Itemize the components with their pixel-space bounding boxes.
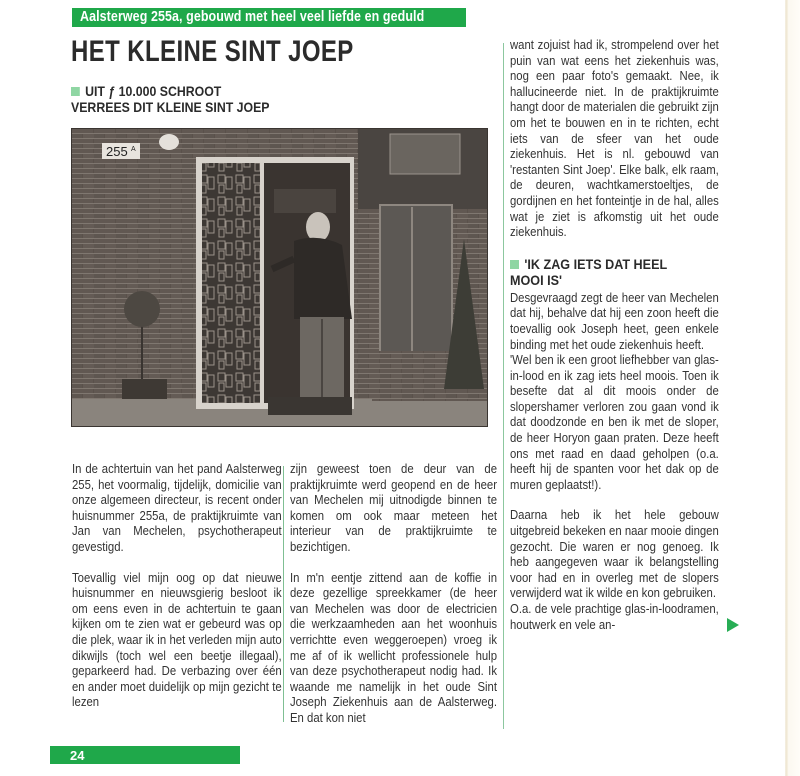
page-edge bbox=[785, 0, 800, 776]
section-heading-line-2: MOOI IS' bbox=[510, 271, 563, 288]
paragraph: 'Wel ben ik een groot liefhebber van glas-in-lood en ik zag iets heel moois. Toen ik besefte dat al dit moois onder de slopershamer verloren zou gaan vond ik dat doodzonde en ben ik met de sloper, de heer Horyon gaan praten. Deze heeft ons met raad en daad geholpen (o.a. heeft hij de spanten voor het dak op de muren geplaatst!). bbox=[510, 353, 719, 492]
subheading-line-2: VERREES DIT KLEINE SINT JOEP bbox=[71, 99, 270, 115]
paragraph: Toevallig viel mijn oog op dat nieuwe huisnummer en nieuwsgierig besloot ik om eens even in de achtertuin te gaan kijken om te zien wat er gebeurd was op die plek, waar ik in het verleden mijn auto dikwijls (toch wel een beetje illegaal), geparkeerd had. De verbazing over één en ander moet duidelijk op mijn gezicht te lezen bbox=[72, 570, 282, 710]
paragraph: want zojuist had ik, strompelend over het puin van wat eens het ziekenhuis was, nog een paar foto's gemaakt. Nee, ik hallucineerde niet. In de praktijkruimte hangt door de materialen die gebruikt zijn om het te bouwen en in te richten, echt iets van de sfeer van het oude ziekenhuis. Het is nl. gebouwd van 'restanten Sint Joep'. Elke balk, elk raam, de deuren, wachtkamerstoeltjes, de gordijnen en het fonteintje in de hal, alles wat je ziet is afkomstig uit het oude ziekenhuis. bbox=[510, 38, 719, 240]
paragraph: Daarna heb ik het hele gebouw uitgebreid bekeken en naar mooie dingen gezocht. Die waren er nog genoeg. Ik heb aangegeven waar ik belangstelling voor had en in overleg met de slopers verwijderd wat ik wilde en kon gebruiken. bbox=[510, 508, 719, 601]
article-subheading bbox=[71, 83, 270, 115]
paragraph: zijn geweest toen de deur van de praktijkruimte werd geopend en de heer van Mechelen mij uitnodigde binnen te komen om ook maar meteen het interieur van de praktijkruimte te bezichtigen. bbox=[290, 462, 497, 554]
section-heading-line-1: 'IK ZAG IETS DAT HEEL bbox=[524, 255, 668, 272]
article-photo bbox=[71, 128, 488, 427]
header-banner bbox=[72, 8, 466, 27]
subheading-line-1: UIT ƒ 10.000 SCHROOT bbox=[85, 83, 222, 99]
house-number-text: 255 bbox=[106, 144, 128, 159]
house-number-suffix: A bbox=[131, 146, 136, 153]
page-number: 24 bbox=[70, 748, 85, 763]
column-divider bbox=[503, 43, 504, 729]
column-divider bbox=[283, 466, 284, 722]
triangle-right-icon bbox=[727, 618, 739, 632]
paragraph: Desgevraagd zegt de heer van Mechelen dat hij, behalve dat hij een zoon heeft die toevallig ook Joseph heet, geen enkele binding met het oude ziekenhuis heeft. bbox=[510, 290, 719, 352]
footer-bar bbox=[50, 746, 240, 764]
article-column-3 bbox=[510, 38, 719, 633]
leaded-glass-panel bbox=[202, 163, 260, 403]
green-square-icon bbox=[510, 260, 519, 269]
article-column-2 bbox=[290, 462, 497, 727]
green-square-icon bbox=[71, 87, 80, 96]
section-heading bbox=[510, 256, 719, 288]
photo-illustration bbox=[72, 129, 487, 426]
article-column-1 bbox=[72, 462, 282, 711]
header-banner-text: Aalsterweg 255a, gebouwd met heel veel liefde en geduld bbox=[80, 9, 425, 25]
paragraph: In de achtertuin van het pand Aalsterweg 255, het voormalig, tijdelijk, domicilie van onze algemeen directeur, is recent onder huisnummer 255a, de praktijkruimte van Jan van Mechelen, psychotherapeut gevestigd. bbox=[72, 462, 282, 554]
man-head bbox=[306, 212, 330, 242]
wall-lamp bbox=[159, 134, 179, 150]
paragraph: O.a. de vele prachtige glas-in-loodramen, houtwerk en vele an- bbox=[510, 602, 719, 632]
door-mat bbox=[268, 397, 352, 415]
glass-screen bbox=[380, 205, 452, 353]
paragraph: In m'n eentje zittend aan de koffie in deze gezellige spreekkamer (de heer van Mechelen was door de electricien die werkzaamheden aan het woonhuis verrichtte even weggeroepen) vroeg ik me af of ik wellicht professionele hulp van deze psychotherapeut nodig had. Ik waande me namelijk in het oude Sint Joseph Ziekenhuis aan de Aalsterweg. En dat kon niet bbox=[290, 570, 497, 725]
article-title: HET KLEINE SINT JOEP bbox=[71, 35, 354, 68]
